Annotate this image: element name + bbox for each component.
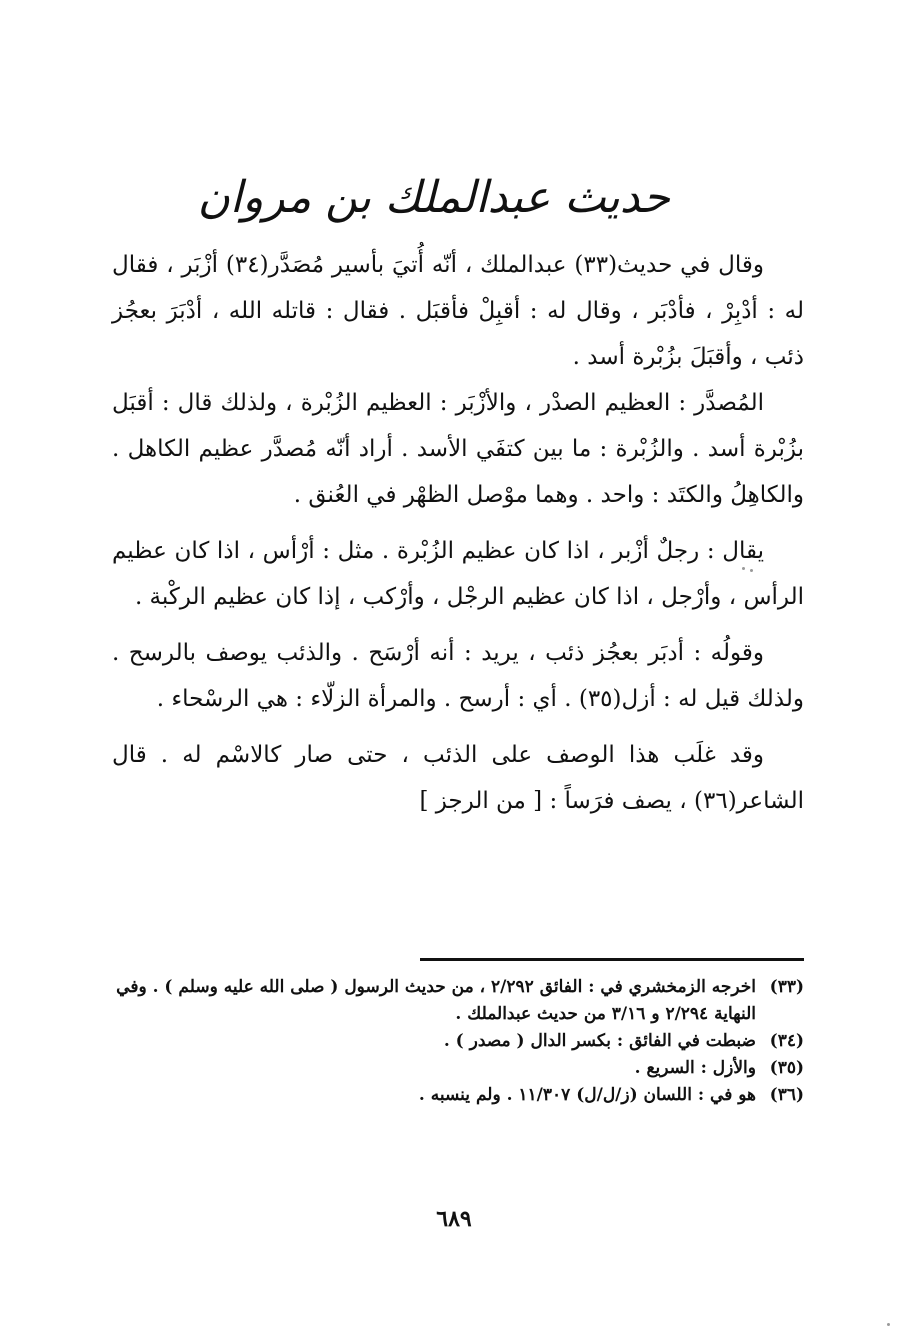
body-text	[112, 242, 804, 824]
section-heading: حديث عبدالملك بن مروان	[197, 172, 670, 223]
footnote-number: (٣٣)	[769, 977, 804, 997]
paragraph-5: وقد غلَب هذا الوصف على الذئب ، حتى صار كالاسْم له . قال الشاعر(٣٦) ، يصف فرَساً : [ من الرجز ]	[112, 742, 804, 814]
footnote-36	[112, 1082, 804, 1109]
footnote-34	[112, 1028, 804, 1055]
page-number: ٦٨٩	[436, 1206, 472, 1232]
footnote-33	[112, 974, 804, 1028]
paragraph-2: المُصدَّر : العظيم الصدْر ، والأزْبَر : العظيم الزُبْرة ، ولذلك قال : أقبَل بزُبْرة أسد . والزُبْرة : ما بين كتفَي الأسد . أراد أنّه مُصدَّر عظيم الكاهل . والكاهِلُ والكتَد : واحد . وهما موْصل الظهْر في العُنق .	[112, 390, 804, 508]
paragraph-3: يقال : رجلٌ أزْبر ، اذا كان عظيم الزُبْرة . مثل : أرْأس ، اذا كان عظيم الرأس ، وأرْجل ، اذا كان عظيم الرجْل ، وأرْكب ، إذا كان عظيم الركْبة .	[112, 538, 804, 610]
scan-speck	[750, 569, 753, 572]
footnote-number: (٣٤)	[769, 1031, 804, 1051]
footnote-text: هو في : اللسان (ز/ل/ل) ١١/٣٠٧ . ولم ينسبه .	[418, 1085, 756, 1105]
paragraph-4: وقولُه : أدبَر بعجُز ذئب ، يريد : أنه أرْسَح . والذئب يوصف بالرسح . ولذلك قيل له : أزل(٣٥) . أي : أرسح . والمرأة الزلّاء : هي الرسْحاء .	[112, 640, 804, 712]
footnote-text: ضبطت في الفائق : بكسر الدال ( مصدر ) .	[443, 1031, 756, 1051]
footnote-35	[112, 1055, 804, 1082]
scan-speck	[742, 567, 745, 570]
scan-speck	[887, 1323, 890, 1326]
footnote-separator	[420, 958, 804, 961]
paragraph-1: وقال في حديث(٣٣) عبدالملك ، أنّه أُتيَ بأسير مُصَدَّر(٣٤) أزْبَر ، فقال له : أدْبِرْ ، فأدْبَر ، وقال له : أقبِلْ فأقبَل . فقال : قاتله الله ، أدْبَرَ بعجُز ذئب ، وأقبَلَ بزُبْرة أسد .	[112, 252, 804, 370]
footnotes	[112, 974, 804, 1109]
footnote-number: (٣٥)	[769, 1058, 804, 1078]
footnote-number: (٣٦)	[769, 1085, 804, 1105]
footnote-text: والأزل : السريع .	[634, 1058, 756, 1078]
footnote-text: اخرجه الزمخشري في : الفائق ٢/٢٩٢ ، من حديث الرسول ( صلى الله عليه وسلم ) . وفي النهاية ٢/٢٩٤ و ٣/١٦ من حديث عبدالملك .	[116, 977, 756, 1024]
